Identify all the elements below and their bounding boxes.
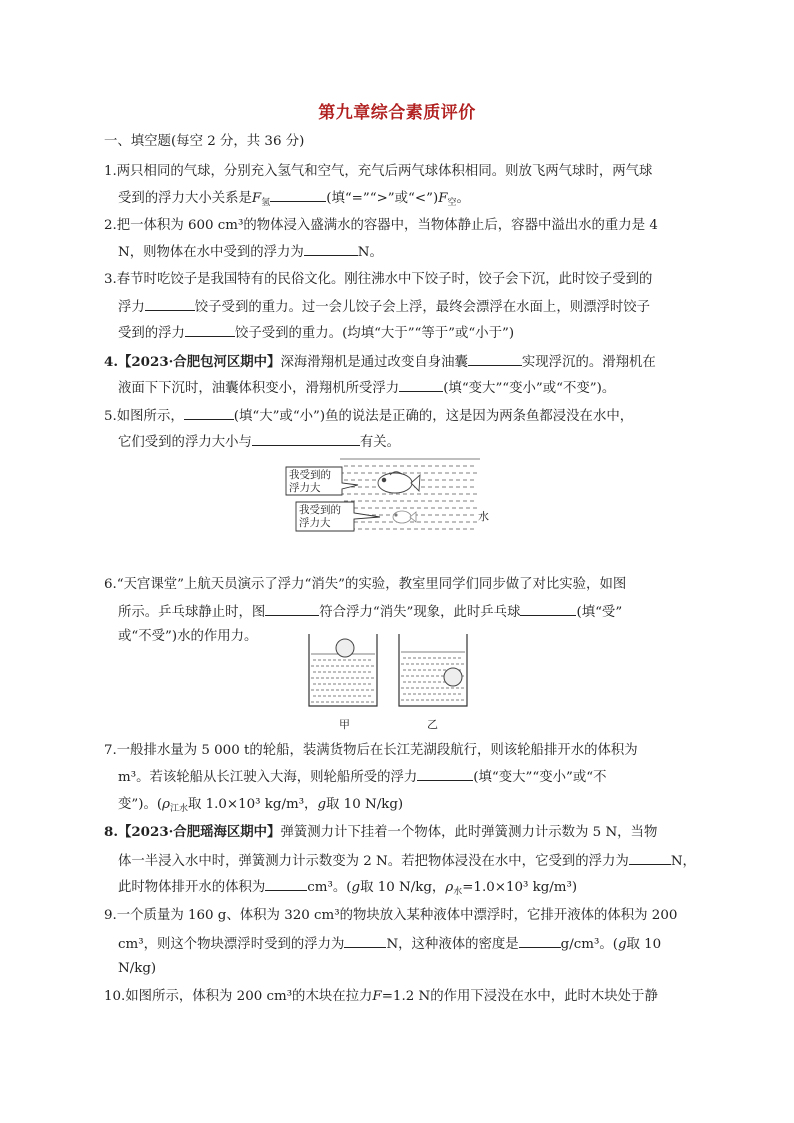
subscript-hydrogen: 氢 [261,198,271,208]
speech-bubble-small-fish [296,502,380,531]
beaker-right [399,634,467,706]
question-7-line-3 [118,795,403,819]
q3-text-c: 受到的浮力 [118,326,185,341]
question-source-tag: 8.【2023·合肥瑶海区期中】 [104,824,281,840]
question-2-line-2 [118,241,383,263]
question-4-line-2 [118,377,615,399]
ping-pong-ball-icon [336,639,354,657]
q1-text-a: 受到的浮力大小关系是 [118,191,252,206]
question-5-line-1 [104,405,633,427]
q7-text-b: (填“变大”“变小”或“不 [473,770,607,785]
q9-text-b: N，这种液体的密度是 [386,937,519,952]
bubble-big-text-2: 浮力大 [289,482,321,494]
q5-text-b: (填“大”或“小”)鱼的说法是正确的，这是因为两条鱼都浸没在水中， [233,409,634,424]
q4-text-d: (填“变大”“变小”或“不变”)。 [443,381,616,396]
question-6-line-2 [118,601,622,623]
question-8-line-1 [104,822,657,843]
question-3-line-1: 3.春节时吃饺子是我国特有的民俗文化。刚往沸水中下饺子时，饺子会下沉，此时饺子受到的 [104,272,653,287]
question-4-line-1 [104,351,656,373]
question-6-line-3: 或“不受”)水的作用力。 [118,629,258,644]
answer-blank[interactable] [519,933,561,948]
subscript-river-water: 江水 [169,804,188,814]
q6-text-b: 符合浮力“消失”现象，此时乒乓球 [319,605,521,620]
q8-text-g: =1.0×10³ kg/m³) [462,880,578,895]
q4-text-c: 液面下下沉时，油囊体积变小，滑翔机所受浮力 [118,381,400,396]
force-symbol: F [372,989,382,1004]
beaker-left [309,634,377,706]
section-heading: 一、填空题(每空 2 分，共 36 分) [104,134,305,149]
q7-text-d: 取 1.0×10³ kg/m³， [187,797,318,812]
answer-blank[interactable] [304,241,358,256]
subscript-air: 空 [447,198,457,208]
answer-blank[interactable] [145,296,195,311]
question-source-tag: 4.【2023·合肥包河区期中】 [104,354,281,370]
q1-text-b: (填“=”“>”或“<”) [326,191,439,206]
q5-text-d: 有关。 [359,435,401,450]
q2-text-a: N，则物体在水中受到的浮力为 [118,245,304,260]
beaker-figure [305,630,475,735]
q6-text-a: 所示。乒乓球静止时，图 [118,605,266,620]
q8-text-b: 体一半浸入水中时，弹簧测力计示数变为 2 N。若把物体浸没在水中，它受到的浮力为 [118,854,629,869]
q5-text-a: 5.如图所示， [104,409,184,424]
q8-text-a: 弹簧测力计下挂着一个物体，此时弹簧测力计示数为 5 N，当物 [280,825,658,840]
force-symbol: F [438,191,448,206]
question-8-line-3 [118,876,577,902]
q9-text-d: 取 10 [626,937,662,952]
q2-text-b: N。 [357,245,383,260]
gravity-symbol: g [351,880,361,895]
bubble-small-text-2: 浮力大 [299,517,331,529]
question-1-line-2 [118,187,470,213]
question-5-line-2 [118,431,400,453]
question-9-line-2 [118,933,661,955]
answer-blank[interactable] [184,405,234,420]
density-symbol: ρ [445,880,454,895]
question-9-line-3: N/kg) [118,961,157,976]
q7-text-e: 取 10 N/kg) [326,797,404,812]
question-6-line-1: 6.“天宫课堂”上航天员演示了浮力“消失”的实验，教室里同学们同步做了对比实验，如图 [104,577,627,592]
q7-text-a: m³。若该轮船从长江驶入大海，则轮船所受的浮力 [118,770,418,785]
question-8-line-2 [118,850,696,872]
q4-text-b: 实现浮沉的。滑翔机在 [521,355,656,370]
bubble-small-text-1: 我受到的 [299,504,341,516]
answer-blank[interactable] [417,766,473,781]
answer-blank[interactable] [265,601,319,616]
question-7-line-2 [118,766,606,788]
answer-blank[interactable] [344,933,386,948]
answer-blank[interactable] [468,351,522,366]
answer-blank[interactable] [185,322,235,337]
gravity-symbol: g [617,937,627,952]
ping-pong-ball-icon [444,668,462,686]
q9-text-c: g/cm³。( [560,937,618,952]
q8-text-f: 取 10 N/kg， [360,880,446,895]
bubble-big-text-1: 我受到的 [289,469,331,481]
answer-blank[interactable] [399,377,443,392]
question-1-line-1: 1.两只相同的气球，分别充入氢气和空气，充气后两气球体积相同。则放飞两气球时，两气球 [104,164,653,179]
answer-blank[interactable] [265,876,307,891]
page-title: 第九章综合素质评价 [318,103,476,123]
q10-text-a: 10.如图所示，体积为 200 cm³的木块在拉力 [104,989,373,1004]
q6-text-c: (填“受” [576,605,623,620]
question-7-line-1: 7.一般排水量为 5 000 t的轮船，装满货物后在长江芜湖段航行，则该轮船排开水的体积为 [104,743,638,758]
answer-blank[interactable] [252,431,360,446]
gravity-symbol: g [317,797,327,812]
big-fish-icon [378,472,420,493]
q8-text-e: cm³。( [307,880,352,895]
speech-bubble-big-fish [286,467,358,495]
q10-text-b: =1.2 N的作用下浸没在水中，此时木块处于静 [381,989,658,1004]
question-10-line-1 [104,987,658,1007]
q9-text-a: cm³，则这个物块漂浮时受到的浮力为 [118,937,345,952]
q3-text-b: 饺子受到的重力。过一会儿饺子会上浮，最终会漂浮在水面上，则漂浮时饺子 [194,300,651,315]
force-symbol: F [251,191,262,206]
fish-figure [280,455,490,535]
figure-label-jia: 甲 [339,718,350,731]
density-symbol: ρ [162,797,170,812]
q3-text-d: 饺子受到的重力。(均填“大于”“等于”或“小于”) [234,326,515,341]
q5-text-c: 它们受到的浮力大小与 [118,435,252,450]
water-label: 水 [478,510,489,523]
answer-blank[interactable] [520,601,576,616]
question-2-line-1: 2.把一体积为 600 cm³的物体浸入盛满水的容器中，当物体静止后，容器中溢出水的重力是 4 [104,218,658,233]
small-fish-icon [393,511,416,523]
q8-text-c: N， [670,854,696,869]
q7-text-c: 变”)。( [118,797,163,812]
q3-text-a: 浮力 [118,300,145,315]
question-3-line-2 [118,296,650,318]
q1-text-c: 。 [456,191,470,206]
question-3-line-3 [118,322,514,344]
answer-blank[interactable] [270,187,326,202]
q8-text-d: 此时物体排开水的体积为 [118,880,266,895]
q4-text-a: 深海滑翔机是通过改变自身油囊 [280,355,468,370]
question-9-line-1: 9.一个质量为 160 g、体积为 320 cm³的物块放入某种液体中漂浮时，它排开液体的体积为 200 [104,908,678,923]
subscript-water: 水 [453,887,463,897]
figure-label-yi: 乙 [427,718,438,731]
answer-blank[interactable] [629,850,671,865]
